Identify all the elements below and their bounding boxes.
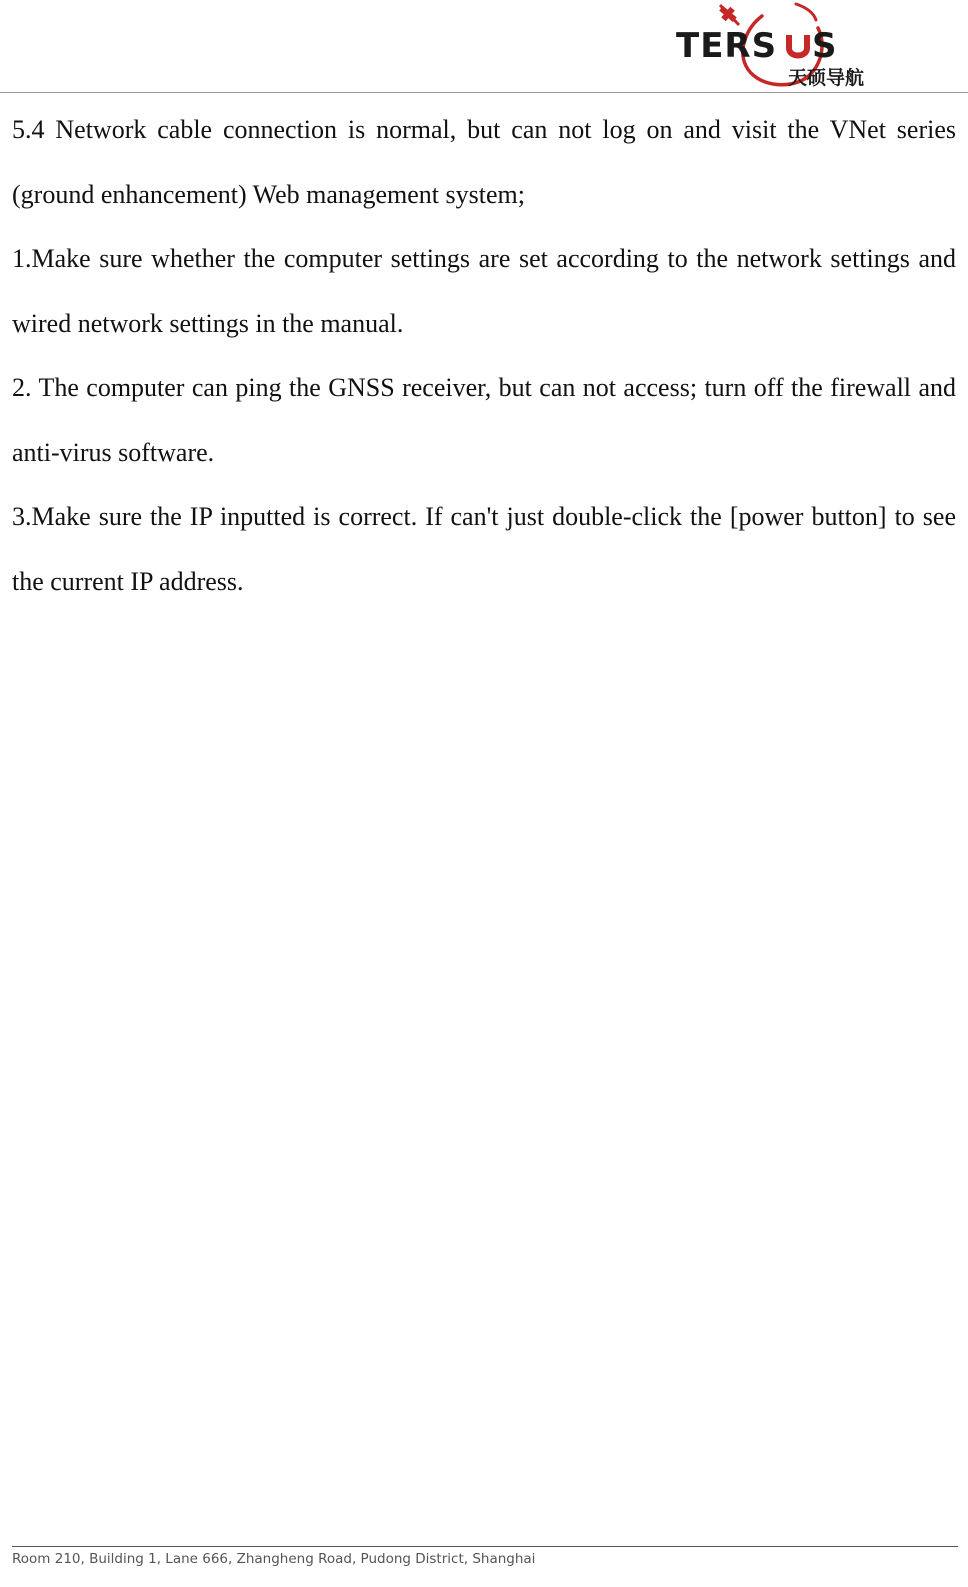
step-3-paragraph: 3.Make sure the IP inputted is correct. If can't just double-click the [power button] to see the current IP address. bbox=[12, 502, 956, 596]
section-heading-paragraph: 5.4 Network cable connection is normal, but can not log on and visit the VNet series (ground enhancement) Web management system; bbox=[12, 115, 956, 209]
header-divider bbox=[0, 92, 968, 93]
document-body bbox=[12, 98, 956, 614]
logo-wordmark-right: S bbox=[812, 26, 837, 66]
step-1-paragraph: 1.Make sure whether the computer settings are set according to the network settings and wired network settings in the manual. bbox=[12, 244, 956, 338]
logo-chinese-name: 天硕导航 bbox=[788, 67, 865, 89]
page-header bbox=[0, 0, 968, 93]
step-2-paragraph: 2. The computer can ping the GNSS receiver, but can not access; turn off the firewall and anti-virus software. bbox=[12, 373, 956, 467]
logo-wordmark-left: TERS bbox=[676, 26, 778, 66]
footer-address: Room 210, Building 1, Lane 666, Zhangheng Road, Pudong District, Shanghai bbox=[12, 1551, 536, 1567]
footer-divider bbox=[12, 1546, 958, 1547]
tersus-logo bbox=[676, 0, 876, 92]
